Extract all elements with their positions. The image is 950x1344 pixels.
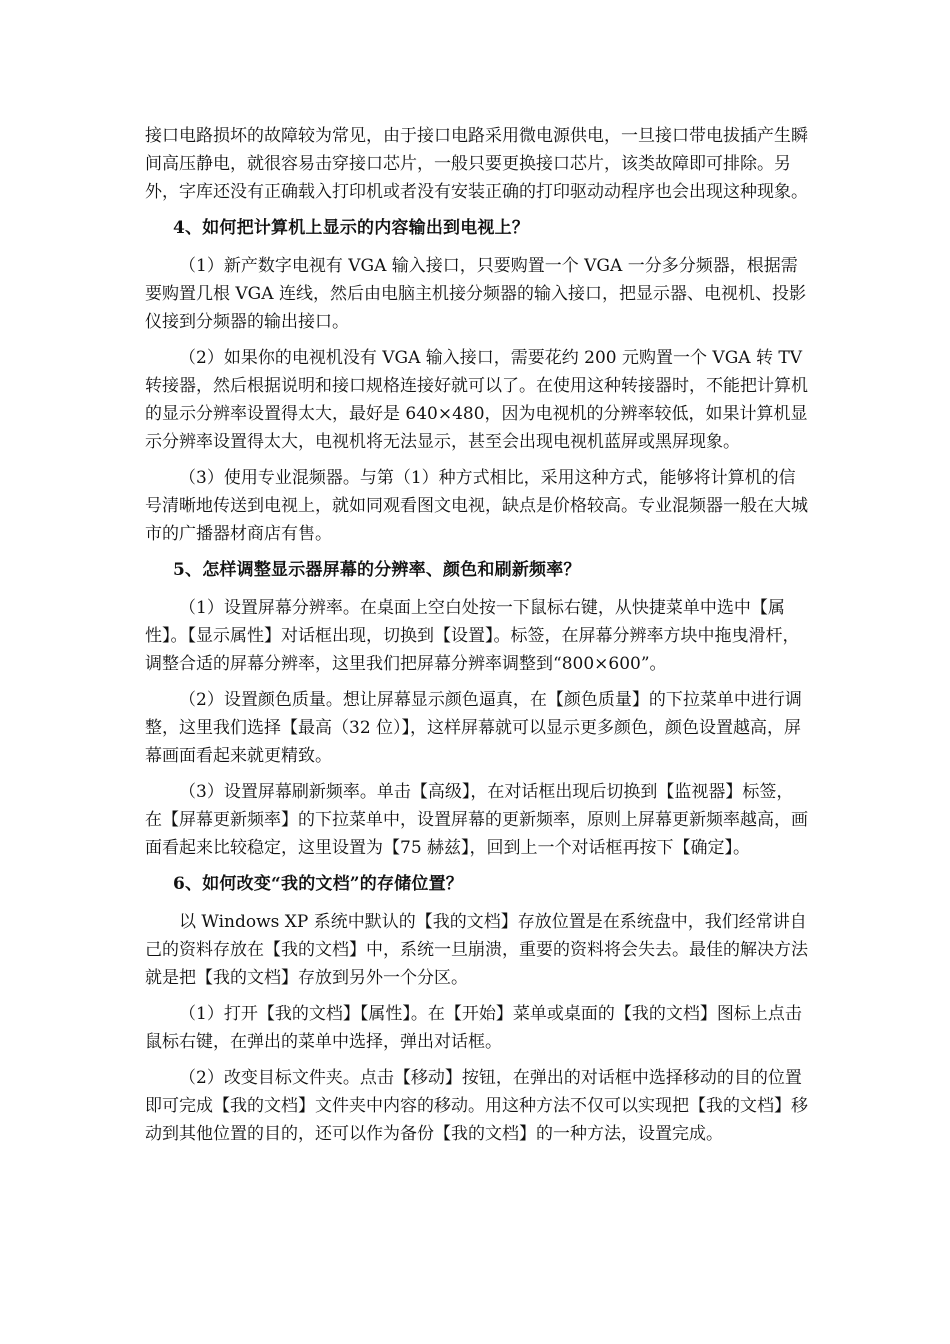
section-heading: 4、如何把计算机上显示的内容输出到电视上？ <box>173 218 530 238</box>
paragraph: （3）使用专业混频器。与第（1）种方式相比，采用这种方式，能够将计算机的信号清晰地传送到电视上，就如同观看图文电视，缺点是价格较高。专业混频器一般在大城市的广播器材商店有售。 <box>145 468 808 544</box>
paragraph: （3）设置屏幕刷新频率。单击【高级】，在对话框出现后切换到【监视器】标签，在【屏幕更新频率】的下拉菜单中，设置屏幕的更新频率，原则上屏幕更新频率越高，画面看起来比较稳定，这里设置为【75 赫兹】，回到上一个对话框再按下【确定】。 <box>145 782 808 858</box>
paragraph: （2）设置颜色质量。想让屏幕显示颜色逼真，在【颜色质量】的下拉菜单中进行调整，这里我们选择【最高（32 位）】，这样屏幕就可以显示更多颜色，颜色设置越高，屏幕画面看起来就更精致。 <box>145 690 802 766</box>
document-body <box>145 122 810 1156</box>
paragraph: （1）打开【我的文档】【属性】。在【开始】菜单或桌面的【我的文档】图标上点击鼠标右键，在弹出的菜单中选择，弹出对话框。 <box>145 1004 802 1052</box>
paragraph: 以 Windows XP 系统中默认的【我的文档】存放位置是在系统盘中，我们经常讲自己的资料存放在【我的文档】中，系统一旦崩溃，重要的资料将会失去。最佳的解决方法就是把【我的文档】存放到另外一个分区。 <box>145 912 808 988</box>
paragraph: （2）如果你的电视机没有 VGA 输入接口，需要花约 200 元购置一个 VGA 转 TV 转接器，然后根据说明和接口规格连接好就可以了。在使用这种转接器时，不能把计算机的显示分辨率设置得太大，最好是 640×480，因为电视机的分辨率较低，如果计算机显示分辨率设置得太大，电视机将无法显示，甚至会出现电视机蓝屏或黑屏现象。 <box>145 348 808 452</box>
section-heading: 6、如何改变“我的文档”的存储位置？ <box>173 874 463 894</box>
paragraph: 接口电路损坏的故障较为常见，由于接口电路采用微电源供电，一旦接口带电拔插产生瞬间高压静电，就很容易击穿接口芯片，一般只要更换接口芯片，该类故障即可排除。另外，字库还没有正确载入打印机或者没有安装正确的打印驱动动程序也会出现这种现象。 <box>145 126 808 202</box>
section-heading: 5、怎样调整显示器屏幕的分辨率、颜色和刷新频率？ <box>173 560 581 580</box>
paragraph: （1）设置屏幕分辨率。在桌面上空白处按一下鼠标右键，从快捷菜单中选中【属性】。【显示属性】对话框出现，切换到【设置】。标签，在屏幕分辨率方块中拖曳滑杆，调整合适的屏幕分辨率，这里我们把屏幕分辨率调整到“800×600”。 <box>145 598 800 674</box>
paragraph: （1）新产数字电视有 VGA 输入接口，只要购置一个 VGA 一分多分频器，根据需要购置几根 VGA 连线，然后由电脑主机接分频器的输入接口，把显示器、电视机、投影仪接到分频器的输出接口。 <box>145 256 806 332</box>
paragraph: （2）改变目标文件夹。点击【移动】按钮，在弹出的对话框中选择移动的目的位置即可完成【我的文档】文件夹中内容的移动。用这种方法不仅可以实现把【我的文档】移动到其他位置的目的，还可以作为备份【我的文档】的一种方法，设置完成。 <box>145 1068 808 1144</box>
